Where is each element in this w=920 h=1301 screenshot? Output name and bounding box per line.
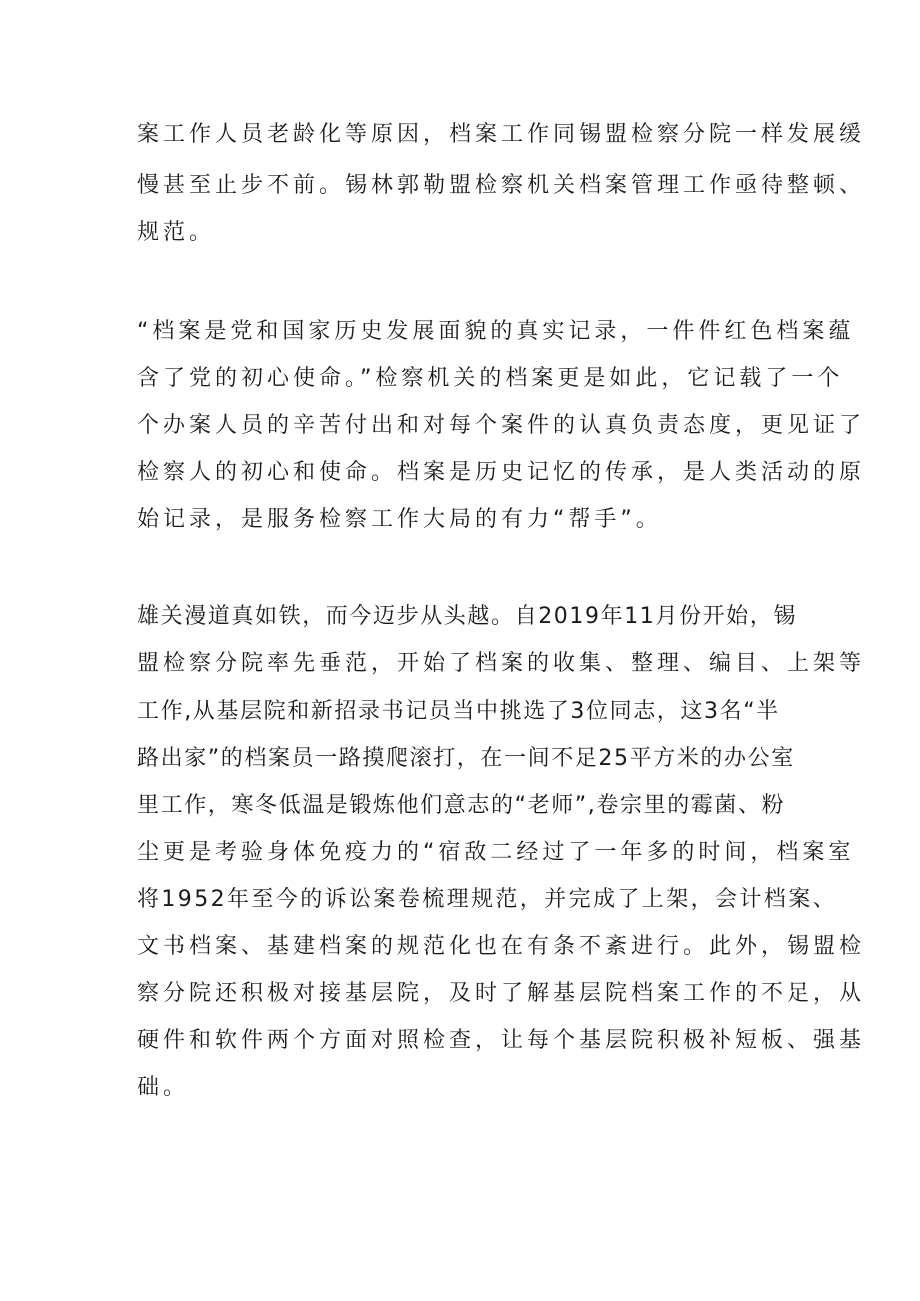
text-line: 文书档案、基建档案的规范化也在有条不紊进行。此外，锡盟检	[137, 934, 866, 959]
text-line: 规范。	[137, 220, 216, 245]
text-line: 始记录，是服务检察工作大局的有力“帮手”。	[137, 507, 662, 532]
text-line: 含了党的初心使命。”检察机关的档案更是如此，它记载了一个	[137, 366, 844, 391]
text-line: 雄关漫道真如铁，而今迈步从头越。自2019年11月份开始，锡	[137, 604, 797, 629]
text-line: 个办案人员的辛苦付出和对每个案件的认真负责态度，更见证了	[137, 413, 866, 438]
text-line: 硬件和软件两个方面对照检查，让每个基层院积极补短板、强基	[137, 1028, 866, 1053]
text-line: 路出家”的档案员一路摸爬滚打，在一间不足25平方米的办公室	[137, 746, 795, 771]
text-line: 检察人的初心和使命。档案是历史记忆的传承，是人类活动的原	[137, 460, 866, 485]
text-line: 察分院还积极对接基层院，及时了解基层院档案工作的不足，从	[137, 981, 866, 1006]
text-line: 里工作，寒冬低温是锻炼他们意志的“老师”,卷宗里的霉菌、粉	[137, 793, 786, 818]
text-line: 案工作人员老龄化等原因，档案工作同锡盟检察分院一样发展缓	[137, 122, 866, 147]
text-line: 础。	[137, 1075, 190, 1100]
text-line: 慢甚至止步不前。锡林郭勒盟检察机关档案管理工作亟待整顿、	[137, 173, 866, 198]
text-line: 工作,从基层院和新招录书记员当中挑选了3位同志，这3名“半	[137, 699, 780, 724]
text-line: 尘更是考验身体免疫力的“宿敌二经过了一年多的时间，档案室	[137, 840, 855, 865]
text-line: 将1952年至今的诉讼案卷梳理规范，并完成了上架，会计档案、	[137, 887, 837, 912]
text-line: 盟检察分院率先垂范，开始了档案的收集、整理、编目、上架等	[137, 651, 866, 676]
text-line: “档案是党和国家历史发展面貌的真实记录，一件件红色档案蕴	[137, 319, 855, 344]
